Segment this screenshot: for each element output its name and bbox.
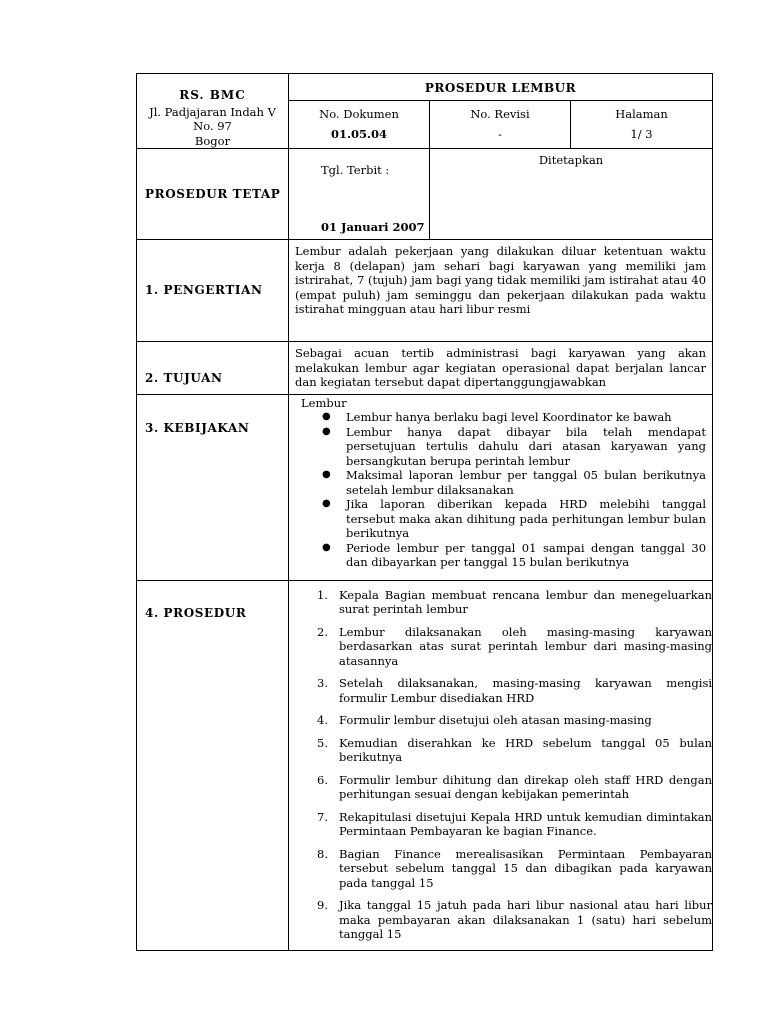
kebijakan-intro: Lembur — [301, 395, 347, 410]
doc-number-label: No. Dokumen — [319, 107, 399, 121]
hospital-header — [137, 74, 289, 149]
section-tujuan-text: Sebagai acuan tertib administrasi bagi karyawan yang akan melakukan lembur agar kegiatan operasional dapat berjalan lancar dan kegiatan tersebut dapat dipertanggungjawabkan — [289, 342, 713, 395]
issue-date-label: Tgl. Terbit : — [321, 163, 390, 177]
revision-label: No. Revisi — [470, 107, 530, 121]
list-item: 2. Lembur dilaksanakan oleh masing-masing karyawan berdasarkan atas surat perintah lembur dari masing-masing atasannya — [317, 624, 713, 668]
page-label: Halaman — [615, 107, 668, 121]
section-prosedur-body — [289, 580, 713, 950]
approved-label: Ditetapkan — [538, 153, 604, 167]
issue-date-value: 01 Januari 2007 — [321, 219, 425, 234]
section-prosedur-label: 4. PROSEDUR — [137, 580, 289, 950]
approved-cell — [430, 149, 713, 240]
address-line-3: Bogor — [194, 133, 231, 148]
bullet-icon: ● — [322, 425, 331, 437]
section-tujuan-label: 2. TUJUAN — [137, 342, 289, 395]
procedure-title: PROSEDUR LEMBUR — [289, 74, 713, 101]
section-kebijakan-body — [289, 394, 713, 580]
doc-number-value: 01.05.04 — [330, 126, 388, 141]
section-pengertian-label: 1. PENGERTIAN — [137, 240, 289, 342]
list-item: ● Lembur hanya dapat dibayar bila telah mendapat persetujuan tertulis dahulu dari atasan karyawan yang bersangkutan berupa perintah lembur — [322, 424, 707, 468]
list-item: 9. Jika tanggal 15 jatuh pada hari libur nasional atau hari libur maka pembayaran akan dilaksanakan 1 (satu) hari sebelum tanggal 15 — [317, 898, 713, 941]
page-value: 1/ 3 — [630, 126, 653, 141]
hospital-name: RS. BMC — [179, 88, 246, 102]
list-item: 4. Formulir lembur disetujui oleh atasan masing-masing — [317, 713, 652, 727]
doc-number-cell — [289, 101, 430, 149]
list-item: ● Maksimal laporan lembur per tanggal 05 bulan berikutnya setelah lembur dilaksanakan — [322, 468, 707, 497]
list-item: 7. Rekapitulasi disetujui Kepala HRD untuk kemudian dimintakan Permintaan Pembayaran ke bagian Finance. — [317, 809, 713, 838]
page-cell — [571, 101, 713, 149]
bullet-icon: ● — [322, 541, 331, 553]
list-item: 5. Kemudian diserahkan ke HRD sebelum tanggal 05 bulan berikutnya — [317, 735, 713, 764]
list-item: ● Lembur hanya berlaku bagi level Koordinator ke bawah — [322, 410, 672, 424]
address-line-1: Jl. Padjajaran Indah V — [149, 104, 276, 119]
prosedur-list — [289, 588, 712, 942]
issue-date-cell — [289, 149, 430, 240]
sop-label: PROSEDUR TETAP — [137, 149, 289, 240]
section-pengertian-text: Lembur adalah pekerjaan yang dilakukan diluar ketentuan waktu kerja 8 (delapan) jam sehari bagi karyawan yang memiliki jam istrirahat, 7 (tujuh) jam bagi yang tidak memiliki jam istirahat atau 40 (empat puluh) jam seminggu dan pekerjaan dilakukan pada waktu istirahat mingguan atau hari libur resmi — [289, 240, 713, 342]
revision-cell — [430, 101, 571, 149]
list-item: ● Periode lembur per tanggal 01 sampai dengan tanggal 30 dan dibayarkan per tanggal 15 bulan berikutnya — [322, 540, 707, 569]
bullet-icon: ● — [322, 411, 331, 422]
address-line-2: No. 97 — [193, 119, 232, 133]
bullet-icon: ● — [322, 469, 331, 480]
list-item: 6. Formulir lembur dihitung dan direkap oleh staff HRD dengan perhitungan sesuai dengan kebijakan pemerintah — [317, 772, 713, 801]
section-kebijakan-label: 3. KEBIJAKAN — [137, 394, 289, 580]
list-item: 1. Kepala Bagian membuat rencana lembur dan menegeluarkan surat perintah lembur — [317, 587, 713, 616]
list-item: ● Jika laporan diberikan kepada HRD melebihi tanggal tersebut maka akan dihitung pada perhitungan lembur bulan berikutnya — [322, 497, 707, 540]
sop-document — [136, 73, 713, 941]
bullet-icon: ● — [322, 498, 331, 509]
list-item: 3. Setelah dilaksanakan, masing-masing karyawan mengisi formulir Lembur disediakan HRD — [317, 676, 713, 705]
revision-value: - — [498, 126, 502, 141]
list-item: 8. Bagian Finance merealisasikan Permintaan Pembayaran tersebut sebelum tanggal 15 dan dibagikan pada karyawan pada tanggal 15 — [317, 846, 713, 890]
sop-table — [136, 73, 713, 951]
kebijakan-list — [301, 410, 706, 570]
